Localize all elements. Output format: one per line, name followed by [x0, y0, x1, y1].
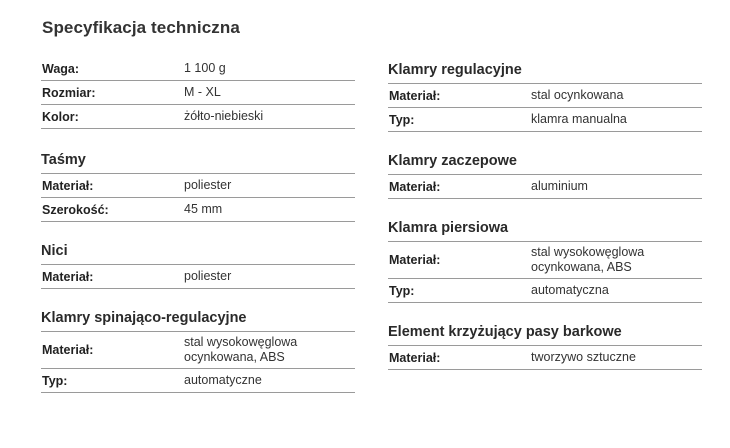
spec-section-klamry-spinajaco	[41, 305, 355, 393]
spec-value: klamra manualna	[531, 112, 627, 126]
spec-value: M - XL	[184, 85, 221, 99]
spec-row	[41, 57, 355, 81]
section-title: Klamry regulacyjne	[388, 57, 702, 84]
spec-row	[41, 369, 355, 393]
section-title: Element krzyżujący pasy barkowe	[388, 319, 702, 346]
section-title: Taśmy	[41, 147, 355, 174]
spec-section-klamra-piersiowa	[388, 215, 702, 303]
spec-label: Waga:	[42, 61, 80, 76]
spec-column-left	[41, 57, 355, 409]
spec-section-general	[41, 57, 355, 129]
spec-label: Materiał:	[42, 178, 94, 193]
spec-value: żółto-niebieski	[184, 109, 264, 123]
spec-label: Materiał:	[42, 343, 94, 357]
spec-label: Kolor:	[42, 109, 79, 124]
spec-value: 45 mm	[184, 202, 223, 216]
spec-value: poliester	[184, 178, 232, 192]
spec-value: tworzywo sztuczne	[531, 350, 636, 364]
spec-value: stal wysokowęglowa ocynkowana, ABS	[184, 335, 298, 364]
spec-value: stal ocynkowana	[531, 88, 624, 102]
spec-section-klamry-zaczepowe	[388, 148, 702, 199]
spec-section-nici	[41, 238, 355, 289]
spec-value: 1 100 g	[184, 61, 226, 75]
spec-label: Typ:	[389, 283, 415, 298]
spec-row	[388, 242, 702, 279]
spec-label: Typ:	[389, 112, 415, 127]
spec-label: Materiał:	[389, 88, 441, 103]
spec-label: Rozmiar:	[42, 85, 96, 100]
spec-row	[41, 332, 355, 369]
spec-column-right	[388, 57, 702, 386]
page-title: Specyfikacja techniczna	[42, 18, 240, 37]
spec-label: Szerokość:	[42, 202, 109, 217]
spec-label: Materiał:	[389, 253, 441, 267]
section-title: Klamry spinająco-regulacyjne	[41, 305, 355, 332]
spec-section-klamry-regulacyjne	[388, 57, 702, 132]
section-title: Klamry zaczepowe	[388, 148, 702, 175]
spec-row	[41, 265, 355, 289]
spec-label: Typ:	[42, 373, 68, 388]
spec-value: automatyczne	[184, 373, 262, 387]
section-title: Klamra piersiowa	[388, 215, 702, 242]
spec-section-tasmy	[41, 147, 355, 222]
spec-value: automatyczna	[531, 283, 609, 297]
spec-label: Materiał:	[42, 269, 94, 284]
spec-value: poliester	[184, 269, 232, 283]
spec-row	[388, 279, 702, 303]
spec-value: stal wysokowęglowa ocynkowana, ABS	[531, 245, 645, 274]
spec-label: Materiał:	[389, 350, 441, 365]
spec-label: Materiał:	[389, 179, 441, 194]
spec-row	[41, 174, 355, 198]
section-title: Nici	[41, 238, 355, 265]
spec-row	[388, 84, 702, 108]
spec-row	[41, 198, 355, 222]
spec-row	[388, 346, 702, 370]
spec-section-element-krzyzujacy	[388, 319, 702, 370]
spec-row	[388, 175, 702, 199]
spec-value: aluminium	[531, 179, 588, 193]
spec-row	[41, 105, 355, 129]
spec-row	[41, 81, 355, 105]
spec-row	[388, 108, 702, 132]
